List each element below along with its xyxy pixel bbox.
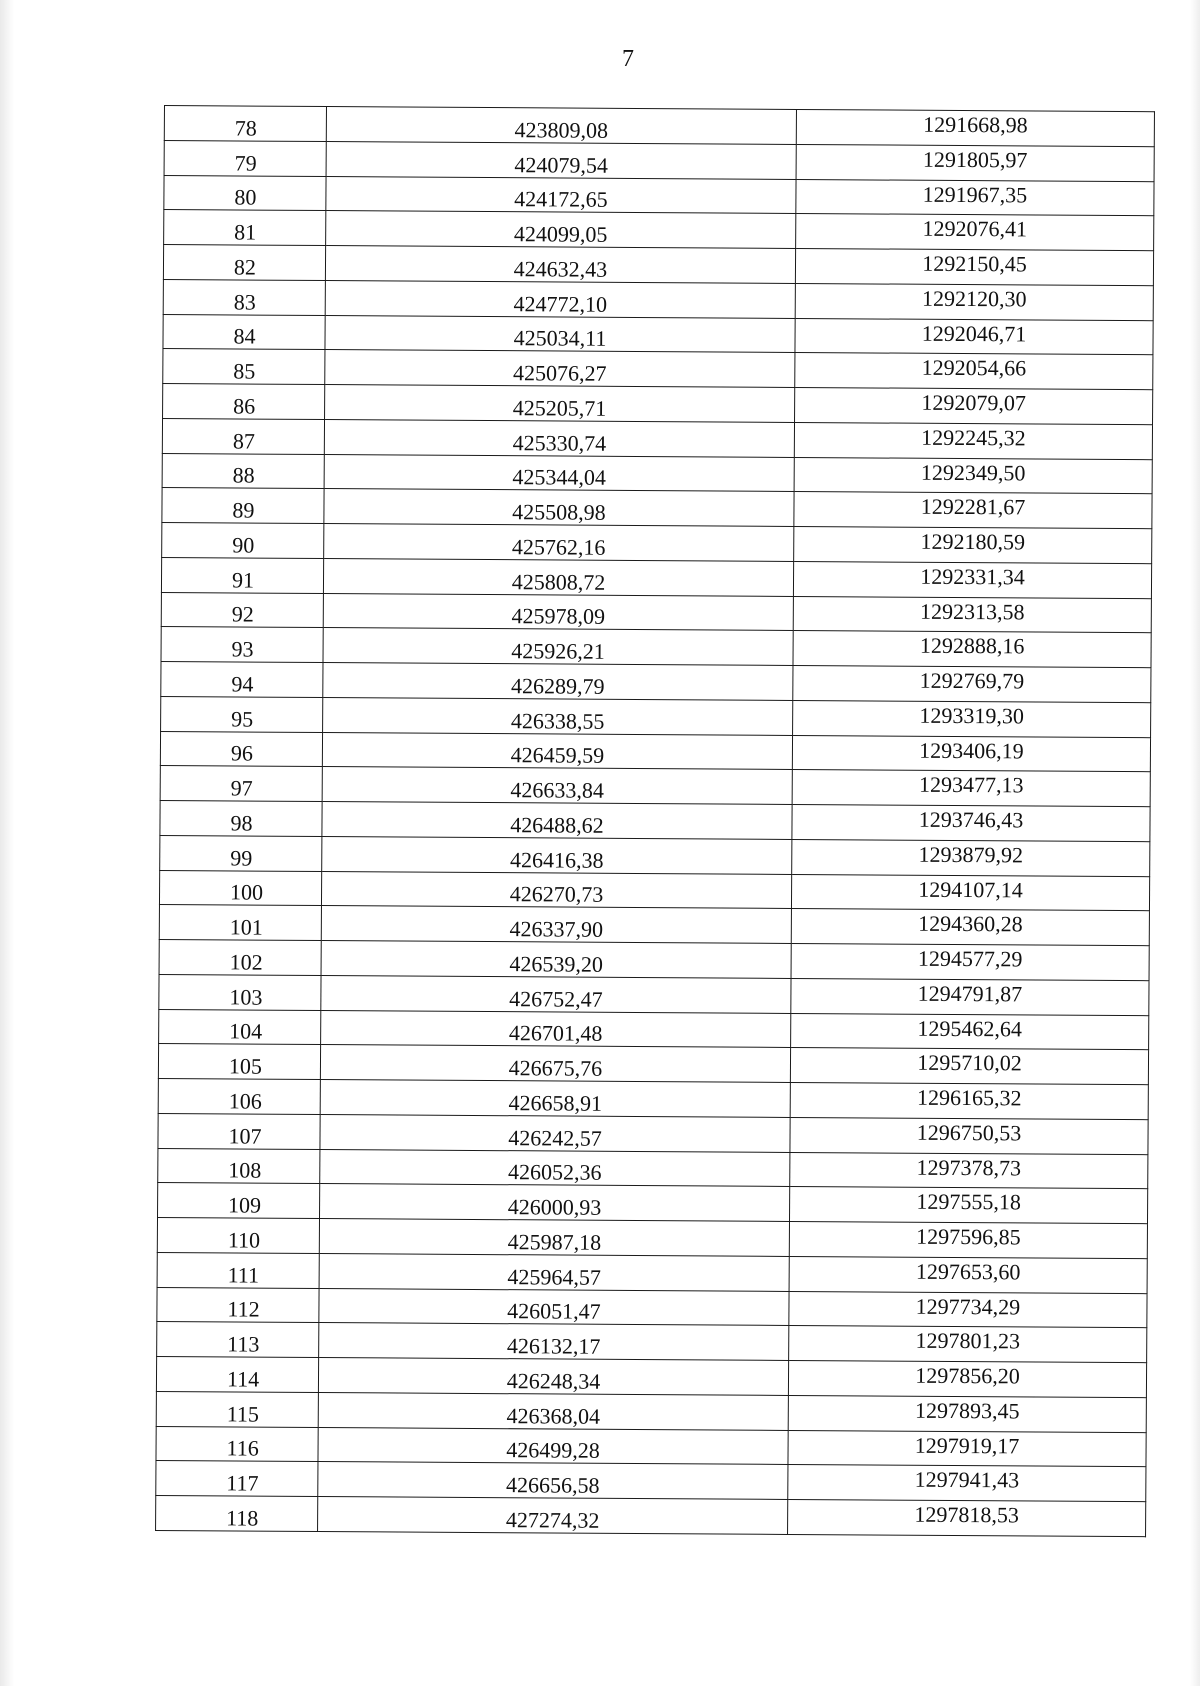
y-coordinate-cell: 1293879,92 — [792, 839, 1150, 876]
x-coordinate-cell: 426242,57 — [320, 1114, 790, 1152]
y-coordinate-cell: 1296165,32 — [790, 1082, 1148, 1119]
coordinates-table-body — [156, 106, 1155, 1537]
y-coordinate-cell: 1291967,35 — [796, 179, 1154, 216]
point-number-cell: 89 — [162, 488, 324, 524]
y-coordinate-cell: 1292046,71 — [795, 318, 1153, 355]
x-coordinate-cell: 426488,62 — [322, 802, 792, 840]
point-number-cell: 88 — [162, 453, 324, 489]
point-number-cell: 81 — [164, 210, 326, 246]
point-number-cell: 109 — [158, 1183, 320, 1219]
y-coordinate-cell: 1297801,23 — [789, 1326, 1147, 1363]
x-coordinate-cell: 426051,47 — [319, 1288, 789, 1326]
point-number-cell: 86 — [163, 383, 325, 419]
point-number-cell: 84 — [163, 314, 325, 350]
point-number-cell: 113 — [157, 1322, 319, 1358]
point-number-cell: 99 — [160, 835, 322, 871]
x-coordinate-cell: 424099,05 — [326, 211, 796, 249]
y-coordinate-cell: 1293406,19 — [792, 735, 1150, 772]
x-coordinate-cell: 425330,74 — [324, 419, 794, 457]
point-number-cell: 103 — [159, 974, 321, 1010]
y-coordinate-cell: 1292120,30 — [795, 283, 1153, 320]
x-coordinate-cell: 426052,36 — [320, 1149, 790, 1187]
point-number-cell: 94 — [161, 661, 323, 697]
y-coordinate-cell: 1291805,97 — [796, 144, 1154, 181]
y-coordinate-cell: 1292245,32 — [794, 422, 1152, 459]
point-number-cell: 78 — [164, 106, 326, 142]
x-coordinate-cell: 426539,20 — [321, 941, 791, 979]
y-coordinate-cell: 1292079,07 — [795, 387, 1153, 424]
x-coordinate-cell: 425987,18 — [319, 1218, 789, 1256]
x-coordinate-cell: 425205,71 — [325, 385, 795, 423]
point-number-cell: 91 — [161, 557, 323, 593]
y-coordinate-cell: 1292076,41 — [796, 214, 1154, 251]
point-number-cell: 115 — [156, 1391, 318, 1427]
y-coordinate-cell: 1293746,43 — [792, 804, 1150, 841]
point-number-cell: 110 — [157, 1217, 319, 1253]
y-coordinate-cell: 1292054,66 — [795, 353, 1153, 390]
x-coordinate-cell: 425964,57 — [319, 1253, 789, 1291]
x-coordinate-cell: 426656,58 — [318, 1462, 788, 1500]
y-coordinate-cell: 1293319,30 — [793, 700, 1151, 737]
x-coordinate-cell: 425076,27 — [325, 350, 795, 388]
point-number-cell: 87 — [162, 418, 324, 454]
y-coordinate-cell: 1297893,45 — [788, 1395, 1146, 1432]
coordinates-table — [155, 105, 1155, 1537]
x-coordinate-cell: 425926,21 — [323, 628, 793, 666]
point-number-cell: 104 — [159, 1009, 321, 1045]
x-coordinate-cell: 425762,16 — [324, 524, 794, 562]
x-coordinate-cell: 426752,47 — [321, 975, 791, 1013]
y-coordinate-cell: 1295462,64 — [791, 1013, 1149, 1050]
y-coordinate-cell: 1296750,53 — [790, 1117, 1148, 1154]
point-number-cell: 117 — [156, 1461, 318, 1497]
x-coordinate-cell: 423809,08 — [326, 107, 796, 145]
x-coordinate-cell: 426499,28 — [318, 1427, 788, 1465]
point-number-cell: 98 — [160, 800, 322, 836]
point-number-cell: 96 — [160, 731, 322, 767]
point-number-cell: 95 — [161, 696, 323, 732]
y-coordinate-cell: 1297378,73 — [790, 1152, 1148, 1189]
point-number-cell: 114 — [156, 1356, 318, 1392]
x-coordinate-cell: 426633,84 — [322, 767, 792, 805]
scan-edge-right — [1190, 0, 1200, 1686]
y-coordinate-cell: 1297555,18 — [789, 1187, 1147, 1224]
x-coordinate-cell: 426658,91 — [320, 1080, 790, 1118]
point-number-cell: 118 — [156, 1495, 318, 1531]
point-number-cell: 80 — [164, 175, 326, 211]
point-number-cell: 106 — [158, 1078, 320, 1114]
y-coordinate-cell: 1292349,50 — [794, 457, 1152, 494]
point-number-cell: 105 — [158, 1044, 320, 1080]
y-coordinate-cell: 1293477,13 — [792, 770, 1150, 807]
point-number-cell: 101 — [159, 905, 321, 941]
y-coordinate-cell: 1292180,59 — [794, 526, 1152, 563]
x-coordinate-cell: 425508,98 — [324, 489, 794, 527]
y-coordinate-cell: 1294791,87 — [791, 978, 1149, 1015]
y-coordinate-cell: 1297856,20 — [788, 1360, 1146, 1397]
x-coordinate-cell: 426289,79 — [323, 663, 793, 701]
x-coordinate-cell: 424172,65 — [326, 176, 796, 214]
point-number-cell: 82 — [163, 245, 325, 281]
y-coordinate-cell: 1292150,45 — [795, 248, 1153, 285]
y-coordinate-cell: 1297818,53 — [788, 1499, 1146, 1536]
table-row — [156, 1495, 1146, 1536]
y-coordinate-cell: 1294360,28 — [791, 909, 1149, 946]
y-coordinate-cell: 1292313,58 — [793, 596, 1151, 633]
x-coordinate-cell: 426675,76 — [320, 1045, 790, 1083]
page-number: 7 — [622, 46, 634, 72]
point-number-cell: 90 — [162, 522, 324, 558]
y-coordinate-cell: 1294577,29 — [791, 943, 1149, 980]
x-coordinate-cell: 426459,59 — [322, 732, 792, 770]
x-coordinate-cell: 425978,09 — [323, 593, 793, 631]
point-number-cell: 85 — [163, 349, 325, 385]
x-coordinate-cell: 425808,72 — [323, 558, 793, 596]
point-number-cell: 92 — [161, 592, 323, 628]
x-coordinate-cell: 425034,11 — [325, 315, 795, 353]
y-coordinate-cell: 1292331,34 — [793, 561, 1151, 598]
x-coordinate-cell: 426132,17 — [319, 1323, 789, 1361]
point-number-cell: 108 — [158, 1148, 320, 1184]
scan-edge-left — [0, 0, 14, 1686]
x-coordinate-cell: 426337,90 — [321, 906, 791, 944]
y-coordinate-cell: 1297596,85 — [789, 1221, 1147, 1258]
x-coordinate-cell: 426000,93 — [320, 1184, 790, 1222]
point-number-cell: 83 — [163, 279, 325, 315]
x-coordinate-cell: 426368,04 — [318, 1392, 788, 1430]
y-coordinate-cell: 1297941,43 — [788, 1465, 1146, 1502]
x-coordinate-cell: 424772,10 — [325, 280, 795, 318]
y-coordinate-cell: 1294107,14 — [791, 874, 1149, 911]
x-coordinate-cell: 424632,43 — [325, 246, 795, 284]
x-coordinate-cell: 426338,55 — [323, 697, 793, 735]
x-coordinate-cell: 424079,54 — [326, 141, 796, 179]
x-coordinate-cell: 426416,38 — [322, 836, 792, 874]
point-number-cell: 100 — [159, 870, 321, 906]
x-coordinate-cell: 426248,34 — [318, 1357, 788, 1395]
point-number-cell: 93 — [161, 627, 323, 663]
y-coordinate-cell: 1292281,67 — [794, 492, 1152, 529]
y-coordinate-cell: 1297653,60 — [789, 1256, 1147, 1293]
point-number-cell: 97 — [160, 766, 322, 802]
point-number-cell: 107 — [158, 1113, 320, 1149]
x-coordinate-cell: 425344,04 — [324, 454, 794, 492]
point-number-cell: 111 — [157, 1252, 319, 1288]
x-coordinate-cell: 426701,48 — [321, 1010, 791, 1048]
y-coordinate-cell: 1297734,29 — [789, 1291, 1147, 1328]
point-number-cell: 102 — [159, 939, 321, 975]
y-coordinate-cell: 1297919,17 — [788, 1430, 1146, 1467]
point-number-cell: 79 — [164, 140, 326, 176]
point-number-cell: 116 — [156, 1426, 318, 1462]
y-coordinate-cell: 1291668,98 — [796, 109, 1154, 146]
y-coordinate-cell: 1295710,02 — [790, 1048, 1148, 1085]
x-coordinate-cell: 426270,73 — [321, 871, 791, 909]
y-coordinate-cell: 1292769,79 — [793, 665, 1151, 702]
point-number-cell: 112 — [157, 1287, 319, 1323]
y-coordinate-cell: 1292888,16 — [793, 631, 1151, 668]
x-coordinate-cell: 427274,32 — [318, 1496, 788, 1534]
